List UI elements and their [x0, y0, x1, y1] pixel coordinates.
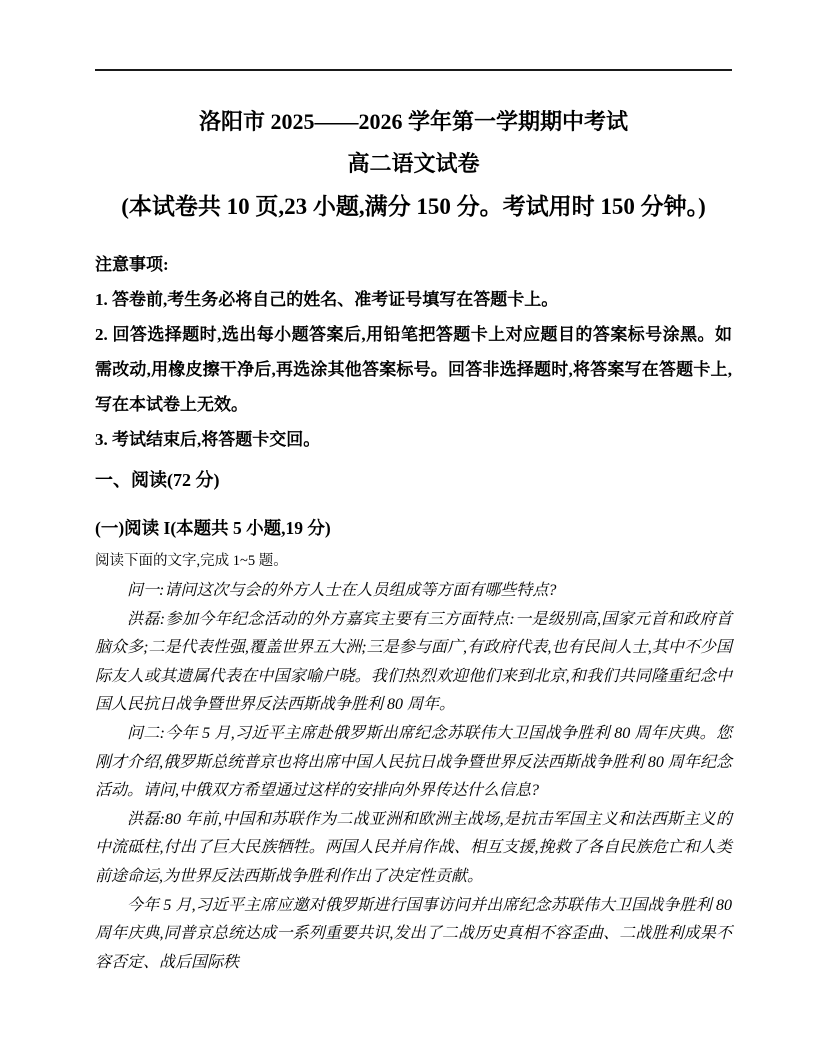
passage-paragraph-2: 洪磊:参加今年纪念活动的外方嘉宾主要有三方面特点:一是级别高,国家元首和政府首脑众多;二是代表性强,覆盖世界五大洲;三是参与面广,有政府代表,也有民间人士,其中不少国际友人或其遗属代表在中国家喻户晓。我们热烈欢迎他们来到北京,和我们共同隆重纪念中国人民抗日战争暨世界反法西斯战争胜利 80 周年。: [95, 610, 732, 714]
header-rule: [95, 69, 732, 71]
reading-instruction: 阅读下面的文字,完成 1~5 题。: [95, 553, 288, 569]
notice-item-1: 1. 答卷前,考生务必将自己的姓名、准考证号填写在答题卡上。: [95, 290, 559, 309]
section-one-heading: 一、阅读(72 分): [95, 470, 220, 490]
notice-item-2: 2. 回答选择题时,选出每小题答案后,用铅笔把答题卡上对应题目的答案标号涂黑。如需改动,用橡皮擦干净后,再选涂其他答案标号。回答非选择题时,将答案写在答题卡上,写在本试卷上无效。: [95, 325, 732, 414]
passage-paragraph-3: 问二:今年 5 月,习近平主席赴俄罗斯出席纪念苏联伟大卫国战争胜利 80 周年庆典。您刚才介绍,俄罗斯总统普京也将出席中国人民抗日战争暨世界反法西斯战争胜利 80 周年纪念活动。请问,中俄双方希望通过这样的安排向外界传达什么信息?: [95, 724, 732, 800]
notice-item-3: 3. 考试结束后,将答题卡交回。: [95, 430, 321, 449]
paper-subject-title: 高二语文试卷: [347, 151, 480, 176]
passage-paragraph-1: 问一:请问这次与会的外方人士在人员组成等方面有哪些特点?: [127, 582, 557, 599]
exam-title: 洛阳市 2025——2026 学年第一学期期中考试: [198, 109, 628, 134]
paper-info-line: (本试卷共 10 页,23 小题,满分 150 分。考试用时 150 分钟。): [121, 194, 706, 219]
page-content: [95, 0, 732, 977]
notice-heading: 注意事项:: [95, 255, 169, 274]
passage-paragraph-5: 今年 5 月,习近平主席应邀对俄罗斯进行国事访问并出席纪念苏联伟大卫国战争胜利 80 周年庆典,同普京总统达成一系列重要共识,发出了二战历史真相不容歪曲、二战胜利成果不容否定、战后国际秩: [95, 896, 732, 971]
subsection-reading-1-heading: (一)阅读 I(本题共 5 小题,19 分): [95, 518, 331, 538]
passage-paragraph-4: 洪磊:80 年前,中国和苏联作为二战亚洲和欧洲主战场,是抗击军国主义和法西斯主义的中流砥柱,付出了巨大民族牺牲。两国人民并肩作战、相互支援,挽救了各自民族危亡和人类前途命运,为世界反法西斯战争胜利作出了决定性贡献。: [95, 810, 732, 885]
reading-passage: [95, 577, 732, 977]
notice-section: [95, 247, 732, 457]
